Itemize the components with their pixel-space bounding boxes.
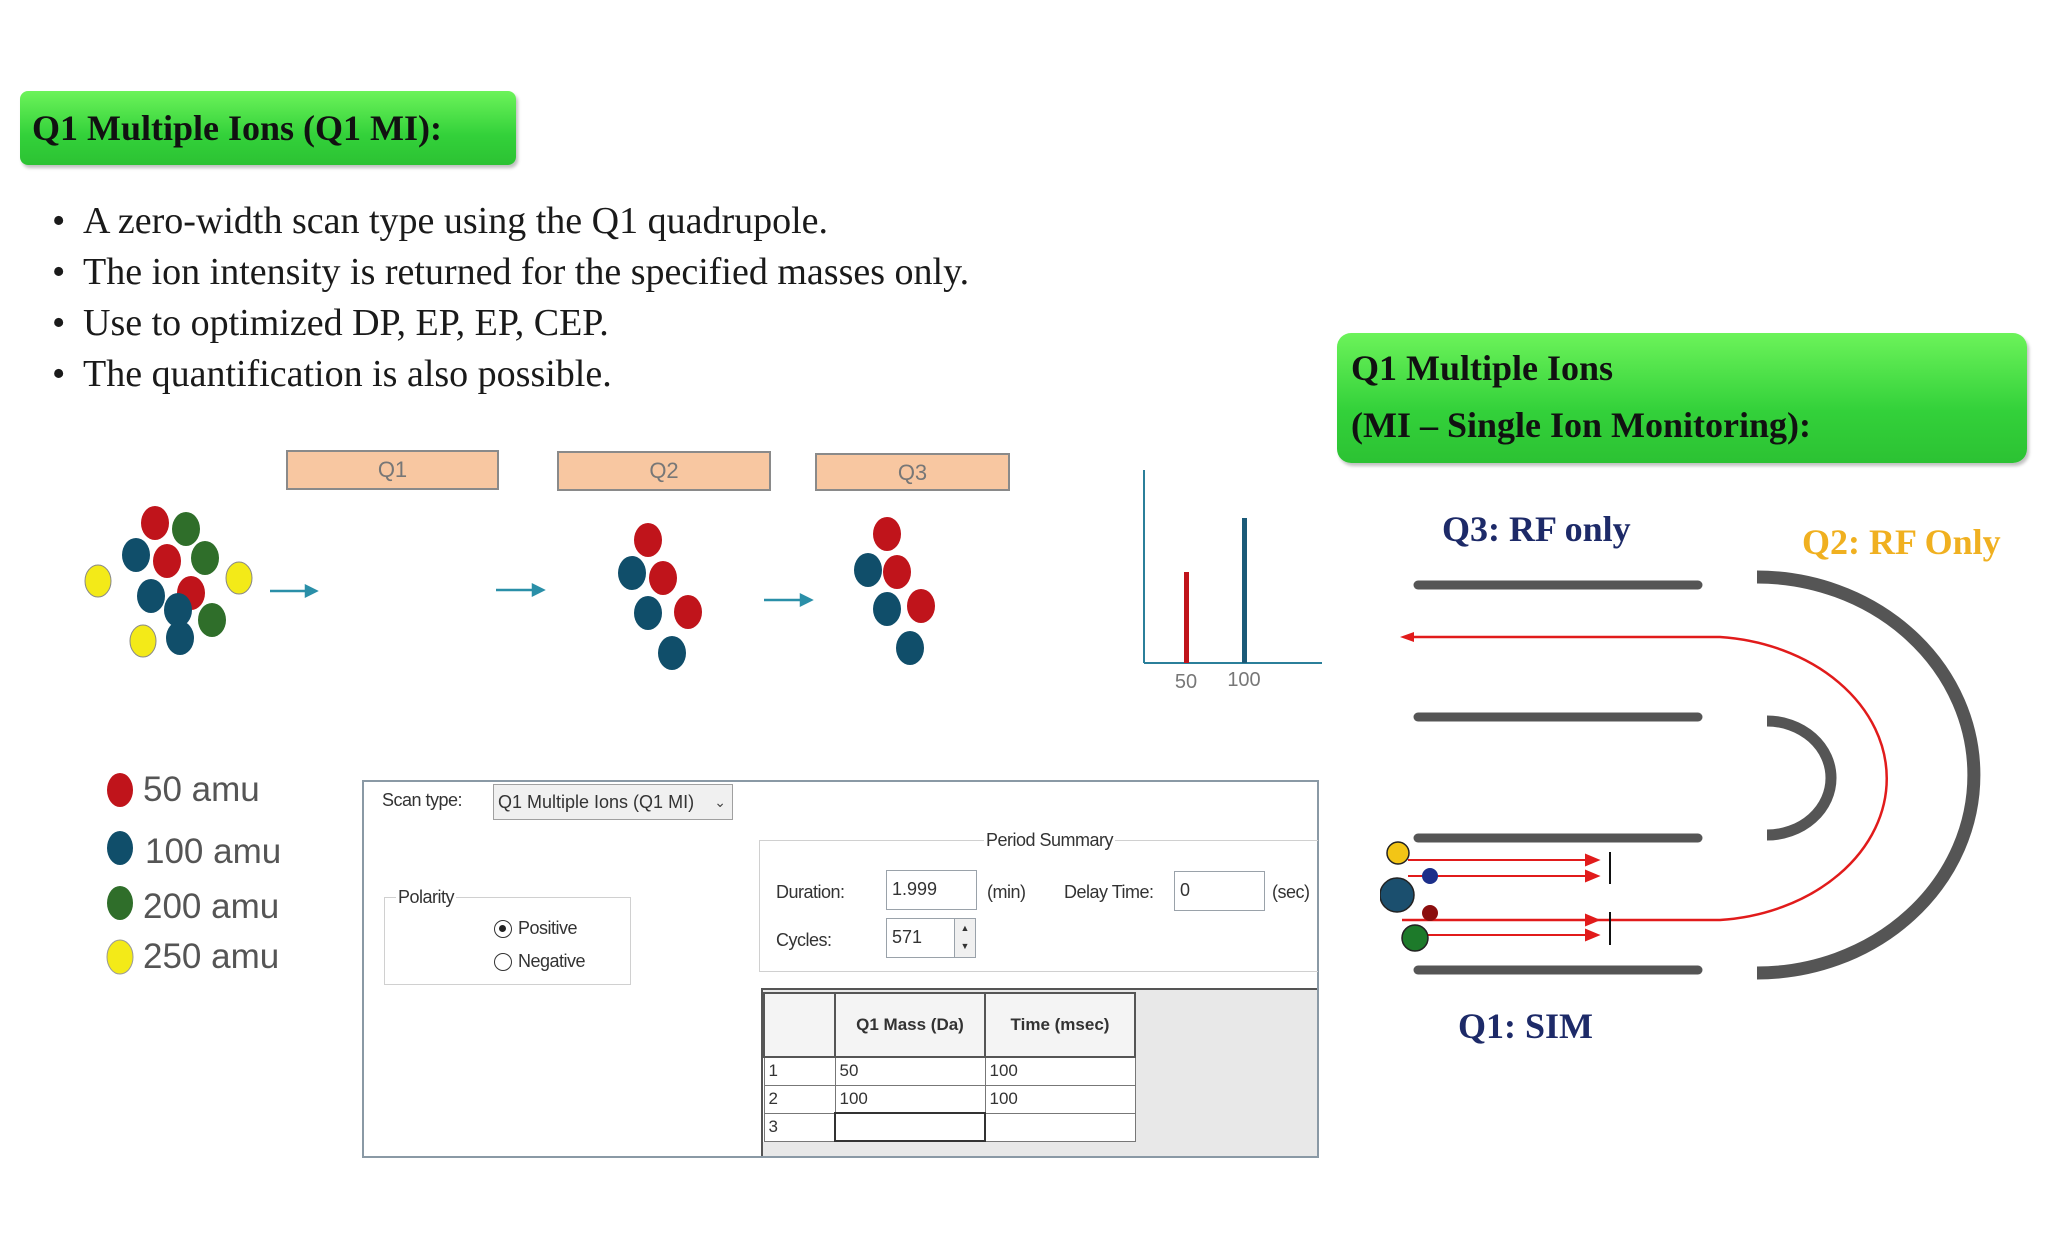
legend-label-50: 50 amu [143, 770, 260, 809]
legend-dot-250 [107, 940, 133, 974]
duration-label: Duration: [776, 882, 845, 902]
q2-label: Q2: RF Only [1802, 522, 2001, 562]
mass-spectrum [1130, 470, 1330, 700]
header-right-box [1337, 333, 2027, 463]
delay-label: Delay Time: [1064, 882, 1154, 902]
scan-type-select[interactable] [493, 784, 733, 820]
q3-label: Q3: RF only [1442, 509, 1631, 549]
spinner-down-icon[interactable]: ▼ [960, 941, 970, 951]
q1-box: Q1 [286, 450, 499, 490]
chevron-down-icon: ⌄ [714, 794, 726, 810]
ion-cluster-q1 [618, 523, 702, 670]
cycles-label: Cycles: [776, 930, 832, 950]
mass-table [763, 992, 1136, 1142]
bullet-item: • The quantification is also possible. [52, 349, 969, 400]
q1-label: Q1: SIM [1458, 1006, 1593, 1046]
legend-dot-100 [107, 831, 133, 865]
table-header-index [764, 993, 835, 1057]
collision-cell-outer [1757, 577, 1974, 973]
ion-cluster-all [85, 506, 252, 657]
delay-unit: (sec) [1272, 882, 1310, 902]
duration-input[interactable]: 1.999 [886, 870, 977, 910]
tick-100: 100 [1227, 669, 1261, 691]
legend-dots [100, 765, 140, 985]
polarity-group [384, 897, 631, 985]
scan-settings-panel [362, 780, 1319, 1158]
bullet-list [52, 196, 969, 400]
flow-arrows [270, 585, 811, 605]
peak-50 [1184, 572, 1189, 663]
table-header-time: Time (msec) [985, 993, 1135, 1057]
row-index: 1 [764, 1057, 835, 1085]
ion-beam-arrows [1408, 855, 1598, 940]
q2-box: Q2 [557, 451, 771, 491]
period-summary-label: Period Summary [986, 830, 1114, 850]
table-header-row [764, 993, 1135, 1057]
positive-radio[interactable] [494, 920, 512, 938]
cycles-spinner[interactable] [954, 918, 976, 958]
ion-cluster-q3 [854, 517, 935, 665]
legend-label-200: 200 amu [143, 887, 280, 926]
row-index: 2 [764, 1085, 835, 1113]
scan-type-label: Scan type: [382, 790, 463, 810]
polarity-label: Polarity [398, 887, 455, 907]
quadrupole-rods [1418, 585, 1698, 970]
q3-box: Q3 [815, 453, 1010, 491]
duration-unit: (min) [987, 882, 1026, 902]
mass-cell[interactable]: 100 [835, 1085, 985, 1113]
spinner-up-icon[interactable]: ▲ [960, 923, 970, 933]
peak-100 [1242, 518, 1247, 663]
time-cell[interactable]: 100 [985, 1057, 1135, 1085]
bullet-item: • Use to optimized DP, EP, EP, CEP. [52, 298, 969, 349]
positive-label: Positive [518, 918, 578, 938]
header-left-title: Q1 Multiple Ions (Q1 MI): [32, 108, 442, 148]
cycles-input[interactable]: 571 [886, 918, 955, 958]
legend-dot-50 [107, 773, 133, 807]
bullet-item: • A zero-width scan type using the Q1 quadrupole. [52, 196, 969, 247]
ion-path [1402, 637, 1887, 920]
tick-50: 50 [1174, 671, 1198, 693]
header-left-box [20, 91, 516, 165]
scan-type-value: Q1 Multiple Ions (Q1 MI) [498, 792, 695, 812]
mass-cell[interactable] [835, 1113, 985, 1141]
ion-path-arrowhead [1400, 632, 1414, 642]
bullet-item: • The ion intensity is returned for the specified masses only. [52, 247, 969, 298]
legend-dot-200 [107, 886, 133, 920]
table-row [764, 1085, 1135, 1113]
header-right-line2: (MI – Single Ion Monitoring): [1351, 405, 1812, 445]
table-header-mass: Q1 Mass (Da) [835, 993, 985, 1057]
ion-flow-diagram [0, 480, 1000, 680]
table-row [764, 1057, 1135, 1085]
legend-label-100: 100 amu [145, 832, 282, 871]
table-row [764, 1113, 1135, 1141]
header-right-line1: Q1 Multiple Ions [1351, 348, 1614, 388]
legend-label-250: 250 amu [143, 937, 280, 976]
row-index: 3 [764, 1113, 835, 1141]
time-cell[interactable]: 100 [985, 1085, 1135, 1113]
negative-label: Negative [518, 951, 586, 971]
mass-cell[interactable]: 50 [835, 1057, 985, 1085]
instrument-diagram [1380, 560, 2000, 990]
collision-cell-inner [1767, 721, 1831, 835]
negative-radio[interactable] [494, 953, 512, 971]
time-cell[interactable] [985, 1113, 1135, 1141]
delay-input[interactable]: 0 [1174, 871, 1265, 911]
